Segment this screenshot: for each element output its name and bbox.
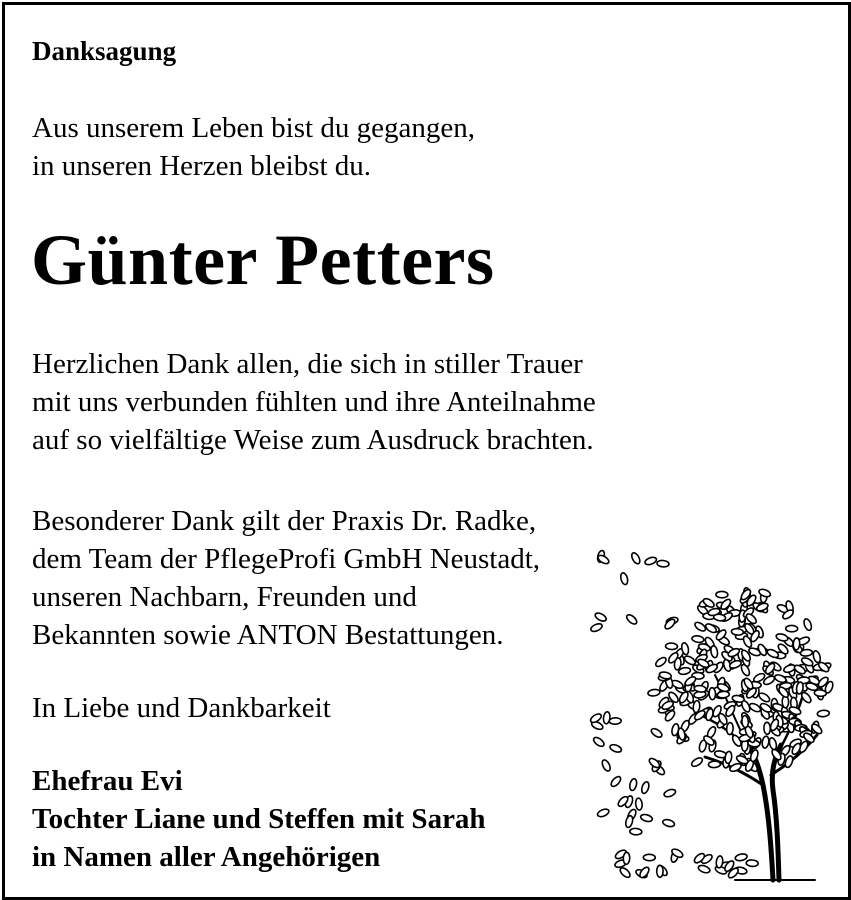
thanks-line: Herzlichen Dank allen, die sich in stiller Trauer (32, 348, 583, 380)
special-thanks-line: unseren Nachbarn, Freunden und (32, 581, 417, 613)
verse-line: Aus unserem Leben bist du gegangen, (32, 112, 475, 144)
thanks-line: auf so vielfältige Weise zum Ausdruck brachten. (32, 424, 594, 456)
special-thanks-line: Besonderer Dank gilt der Praxis Dr. Radke, (32, 505, 537, 537)
special-thanks-paragraph (32, 502, 540, 654)
deceased-name: Günter Petters (31, 220, 495, 300)
thanks-line: mit uns verbunden fühlten und ihre Anteilnahme (32, 386, 596, 418)
wind-blown-tree-icon (585, 535, 835, 885)
signature-line: Ehefrau Evi (32, 765, 183, 797)
signature-line: in Namen aller Angehörigen (32, 841, 381, 873)
notice-heading: Danksagung (32, 36, 177, 66)
signature-block (32, 762, 486, 876)
verse-line: in unseren Herzen bleibst du. (32, 150, 372, 182)
special-thanks-line: Bekannten sowie ANTON Bestattungen. (32, 619, 504, 651)
thanks-paragraph (32, 345, 596, 459)
signature-line: Tochter Liane und Steffen mit Sarah (32, 803, 486, 835)
memorial-verse (32, 109, 475, 185)
special-thanks-line: dem Team der PflegeProfi GmbH Neustadt, (32, 543, 541, 575)
closing-line: In Liebe und Dankbarkeit (32, 692, 331, 724)
obituary-notice (2, 2, 851, 900)
